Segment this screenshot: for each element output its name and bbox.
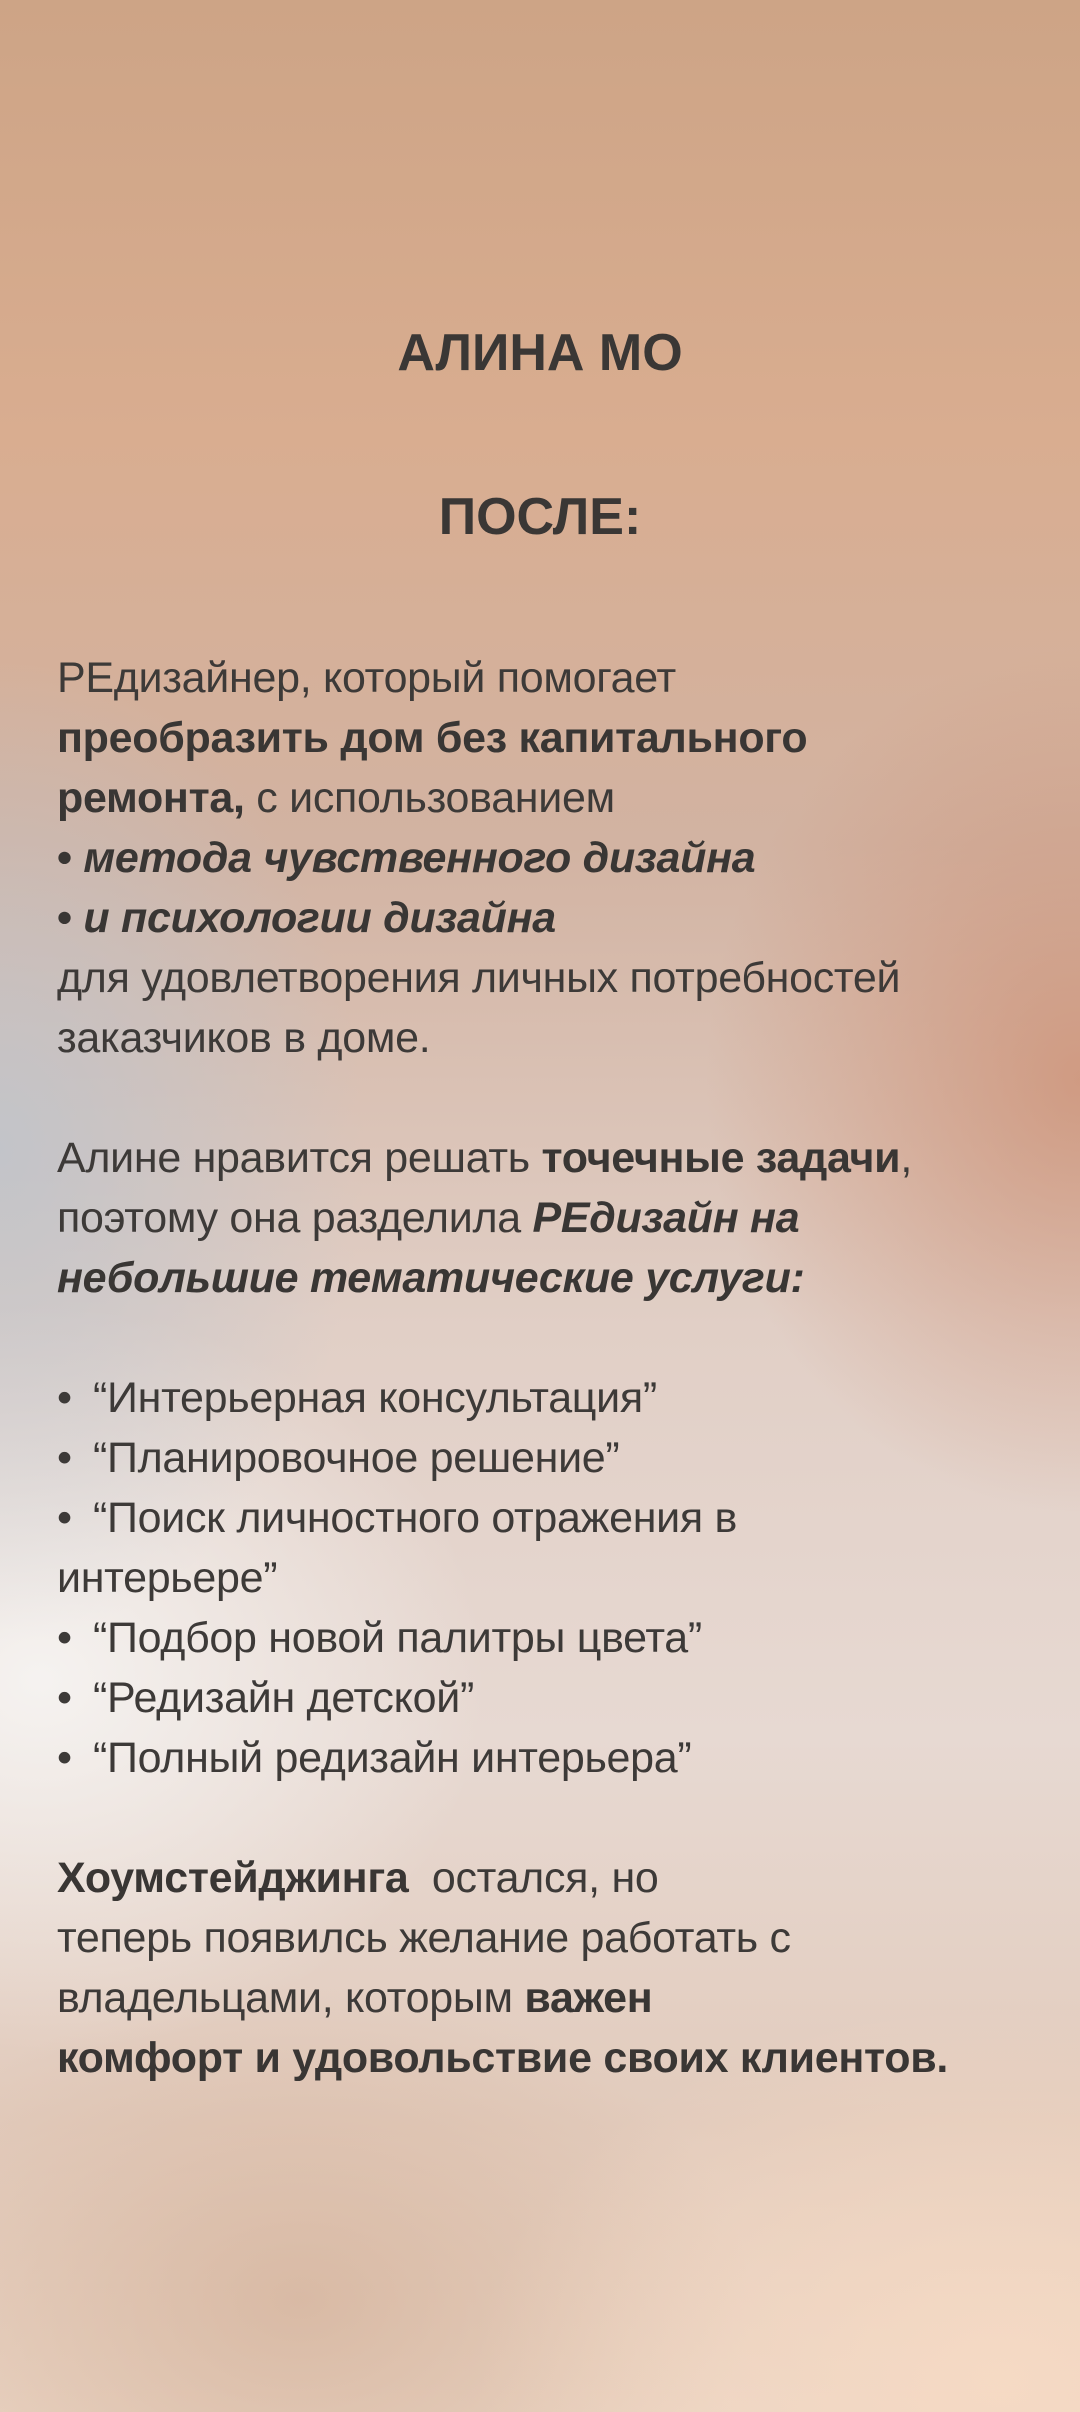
bullet: • — [57, 1494, 72, 1542]
bold-text: важен — [524, 1974, 653, 2022]
text-span: , — [900, 1134, 912, 1182]
list-item-label: “Полный редизайн интерьера” — [93, 1734, 692, 1782]
bullet: • — [57, 1674, 72, 1722]
text-line — [57, 708, 1057, 768]
bold-italic-text: небольшие тематические услуги: — [57, 1254, 805, 1302]
bold-italic-text: метода чувственного дизайна — [71, 834, 756, 882]
text-line — [57, 888, 1057, 948]
bold-text: точечные задачи — [541, 1134, 901, 1182]
page-title: АЛИНА МО — [397, 324, 683, 382]
text-line — [57, 1128, 1057, 1188]
text-span: заказчиков в доме. — [57, 1014, 431, 1062]
services-list — [57, 1368, 1057, 1788]
bullet: • — [57, 1734, 72, 1782]
text-line — [57, 828, 1057, 888]
list-item-label: “Поиск личностного отражения в — [93, 1494, 738, 1542]
text-line — [57, 948, 1057, 1008]
text-span: РЕдизайнер, который помогает — [57, 654, 676, 702]
list-item — [57, 1488, 1057, 1548]
text-line — [57, 1968, 1057, 2028]
list-item — [57, 1368, 1057, 1428]
bold-text: преобразить дом без капитального — [57, 714, 808, 762]
text-line — [57, 1848, 1057, 1908]
list-item — [57, 1728, 1057, 1788]
bullet: • — [57, 894, 72, 942]
bold-italic-text: и психологии дизайна — [71, 894, 556, 942]
section-heading: ПОСЛЕ: — [438, 488, 642, 546]
bullet: • — [57, 1434, 72, 1482]
bold-text: комфорт и удовольствие своих клиентов. — [57, 2034, 948, 2082]
text-line — [57, 1008, 1057, 1068]
text-line — [57, 648, 1057, 708]
text-span: остался, но — [408, 1854, 659, 1902]
bullet: • — [57, 834, 72, 882]
bold-text: Хоумстейджинга — [57, 1854, 409, 1902]
list-item — [57, 1668, 1057, 1728]
list-item-label: интерьере” — [57, 1554, 278, 1602]
text-span: Алине нравится решать — [57, 1134, 542, 1182]
list-item-continuation — [57, 1548, 1057, 1608]
text-span: для удовлетворения личных потребностей — [57, 954, 901, 1002]
list-item-label: “Интерьерная консультация” — [93, 1374, 657, 1422]
text-span: поэтому она разделила — [57, 1194, 533, 1242]
text-span: с использованием — [244, 774, 615, 822]
list-item-label: “Подбор новой палитры цвета” — [93, 1614, 702, 1662]
text-span: владельцами, которым — [57, 1974, 525, 2022]
text-line — [57, 1248, 1057, 1308]
bullet: • — [57, 1374, 72, 1422]
text-span: теперь появилсь желание работать с — [57, 1914, 791, 1962]
text-line — [57, 768, 1057, 828]
closing-paragraph — [57, 1848, 1057, 2088]
list-item — [57, 1608, 1057, 1668]
text-line — [57, 1188, 1057, 1248]
bold-italic-text: РЕдизайн на — [532, 1194, 800, 1242]
text-line — [57, 1908, 1057, 1968]
list-item-label: “Редизайн детской” — [93, 1674, 474, 1722]
services-intro-paragraph — [57, 1128, 1057, 1308]
bold-text: ремонта, — [57, 774, 245, 822]
list-item — [57, 1428, 1057, 1488]
list-item-label: “Планировочное решение” — [93, 1434, 620, 1482]
text-line — [57, 2028, 1057, 2088]
bullet: • — [57, 1614, 72, 1662]
intro-paragraph — [57, 648, 1057, 1068]
